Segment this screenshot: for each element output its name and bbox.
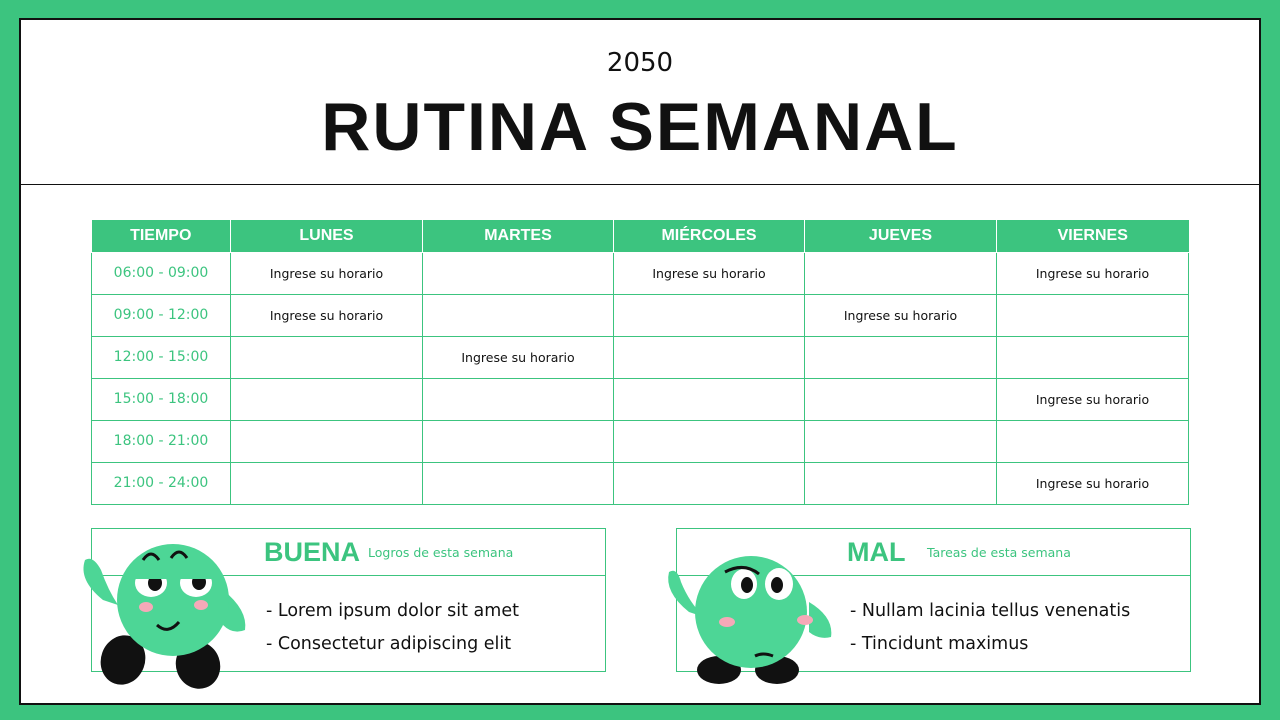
schedule-cell[interactable]: [423, 252, 614, 294]
column-header: JUEVES: [805, 220, 997, 252]
schedule-cell[interactable]: Ingrese su horario: [614, 252, 805, 294]
schedule-cell[interactable]: [423, 420, 614, 462]
schedule-cell[interactable]: Ingrese su horario: [805, 294, 997, 336]
schedule-cell[interactable]: [805, 378, 997, 420]
schedule-cell[interactable]: [805, 462, 997, 504]
table-row: [92, 462, 1189, 504]
time-slot: 15:00 - 18:00: [92, 378, 231, 420]
list-item: - Lorem ipsum dolor sit amet: [266, 601, 519, 621]
grumpy-character-illustration: [659, 532, 849, 692]
schedule-cell[interactable]: [423, 294, 614, 336]
bad-title: MAL: [847, 537, 906, 567]
slide-card: [19, 18, 1261, 705]
schedule-cell[interactable]: [614, 336, 805, 378]
divider: [21, 184, 1259, 185]
column-header: LUNES: [231, 220, 423, 252]
list-item: - Consectetur adipiscing elit: [266, 634, 512, 654]
column-header: VIERNES: [997, 220, 1189, 252]
schedule-cell[interactable]: [231, 336, 423, 378]
page-title: RUTINA SEMANAL: [321, 89, 959, 165]
column-header: MARTES: [423, 220, 614, 252]
table-row: [92, 336, 1189, 378]
schedule-cell[interactable]: [614, 378, 805, 420]
time-slot: 12:00 - 15:00: [92, 336, 231, 378]
bad-subtitle: Tareas de esta semana: [927, 545, 1071, 560]
schedule-cell[interactable]: Ingrese su horario: [423, 336, 614, 378]
table-row: [92, 294, 1189, 336]
schedule-cell[interactable]: Ingrese su horario: [997, 378, 1189, 420]
time-slot: 18:00 - 21:00: [92, 420, 231, 462]
time-slot: 06:00 - 09:00: [92, 252, 231, 294]
schedule-cell[interactable]: Ingrese su horario: [997, 462, 1189, 504]
happy-character-illustration: [73, 530, 263, 690]
list-item: - Nullam lacinia tellus venenatis: [850, 601, 1131, 621]
good-subtitle: Logros de esta semana: [368, 545, 514, 560]
schedule-cell[interactable]: [997, 420, 1189, 462]
time-slot: 21:00 - 24:00: [92, 462, 231, 504]
schedule-cell[interactable]: [997, 336, 1189, 378]
schedule-cell[interactable]: Ingrese su horario: [997, 252, 1189, 294]
table-row: [92, 420, 1189, 462]
schedule-cell[interactable]: Ingrese su horario: [231, 294, 423, 336]
good-title: BUENA: [264, 537, 361, 567]
schedule-cell[interactable]: [805, 252, 997, 294]
list-item: - Tincidunt maximus: [850, 634, 1029, 654]
schedule-cell[interactable]: [231, 378, 423, 420]
schedule-cell[interactable]: [614, 294, 805, 336]
schedule-cell[interactable]: [231, 462, 423, 504]
year: 2050: [606, 48, 674, 78]
schedule-table: [91, 220, 1189, 505]
schedule-cell[interactable]: [614, 420, 805, 462]
column-header: TIEMPO: [92, 220, 231, 252]
schedule-cell[interactable]: Ingrese su horario: [231, 252, 423, 294]
column-header: MIÉRCOLES: [614, 220, 805, 252]
schedule-cell[interactable]: [423, 378, 614, 420]
table-row: [92, 378, 1189, 420]
schedule-cell[interactable]: [805, 336, 997, 378]
table-row: [92, 252, 1189, 294]
schedule-cell[interactable]: [231, 420, 423, 462]
schedule-cell[interactable]: [423, 462, 614, 504]
schedule-cell[interactable]: [805, 420, 997, 462]
schedule-cell[interactable]: [997, 294, 1189, 336]
schedule-cell[interactable]: [614, 462, 805, 504]
time-slot: 09:00 - 12:00: [92, 294, 231, 336]
